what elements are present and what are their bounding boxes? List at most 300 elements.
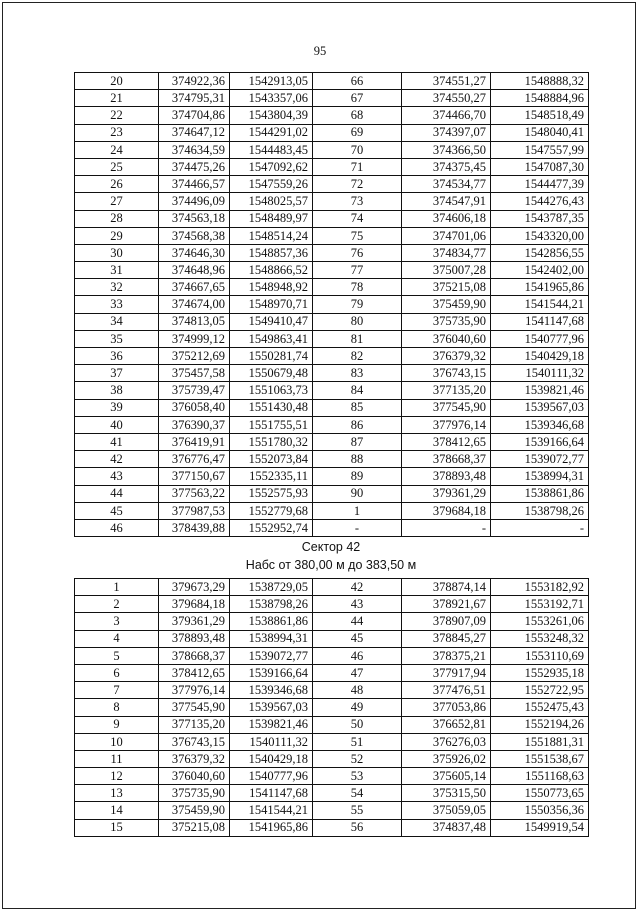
right-y-coordinate: 1543787,35 xyxy=(491,210,589,227)
table-row xyxy=(75,502,589,519)
left-x-coordinate: 375459,90 xyxy=(159,802,230,819)
sector-subtitle: Набс от 380,00 м до 383,50 м xyxy=(245,558,417,572)
right-y-coordinate: 1540429,18 xyxy=(491,348,589,365)
right-point-number: 68 xyxy=(313,107,402,124)
right-x-coordinate: 378412,65 xyxy=(402,433,491,450)
left-y-coordinate: 1539166,64 xyxy=(230,664,313,681)
left-y-coordinate: 1551063,73 xyxy=(230,382,313,399)
right-point-number: 1 xyxy=(313,502,402,519)
left-point-number: 9 xyxy=(75,716,159,733)
left-y-coordinate: 1548514,24 xyxy=(230,227,313,244)
table-row xyxy=(75,193,589,210)
right-x-coordinate: 374534,77 xyxy=(402,176,491,193)
right-y-coordinate: - xyxy=(491,519,589,536)
right-y-coordinate: 1548888,32 xyxy=(491,73,589,90)
right-y-coordinate: 1552722,95 xyxy=(491,682,589,699)
left-x-coordinate: 378412,65 xyxy=(159,664,230,681)
table-row xyxy=(75,433,589,450)
right-x-coordinate: 374701,06 xyxy=(402,227,491,244)
left-point-number: 44 xyxy=(75,485,159,502)
left-y-coordinate: 1549863,41 xyxy=(230,330,313,347)
right-x-coordinate: 378893,48 xyxy=(402,468,491,485)
right-x-coordinate: 374834,77 xyxy=(402,244,491,261)
left-x-coordinate: 376390,37 xyxy=(159,416,230,433)
table-row xyxy=(75,107,589,124)
left-y-coordinate: 1541147,68 xyxy=(230,785,313,802)
left-x-coordinate: 377976,14 xyxy=(159,682,230,699)
left-point-number: 22 xyxy=(75,107,159,124)
left-point-number: 14 xyxy=(75,802,159,819)
table-row xyxy=(75,819,589,836)
left-x-coordinate: 374568,38 xyxy=(159,227,230,244)
left-point-number: 43 xyxy=(75,468,159,485)
left-x-coordinate: 375212,69 xyxy=(159,348,230,365)
right-y-coordinate: 1544477,39 xyxy=(491,176,589,193)
right-x-coordinate: 377135,20 xyxy=(402,382,491,399)
right-y-coordinate: 1538994,31 xyxy=(491,468,589,485)
left-y-coordinate: 1539072,77 xyxy=(230,647,313,664)
left-x-coordinate: 376743,15 xyxy=(159,733,230,750)
left-point-number: 15 xyxy=(75,819,159,836)
left-point-number: 29 xyxy=(75,227,159,244)
left-x-coordinate: 375457,58 xyxy=(159,365,230,382)
left-y-coordinate: 1538861,86 xyxy=(230,613,313,630)
left-x-coordinate: 374634,59 xyxy=(159,141,230,158)
left-y-coordinate: 1539567,03 xyxy=(230,699,313,716)
right-point-number: 49 xyxy=(313,699,402,716)
right-y-coordinate: 1551881,31 xyxy=(491,733,589,750)
right-x-coordinate: 375605,14 xyxy=(402,768,491,785)
left-point-number: 28 xyxy=(75,210,159,227)
left-point-number: 32 xyxy=(75,279,159,296)
left-y-coordinate: 1539821,46 xyxy=(230,716,313,733)
table-row xyxy=(75,382,589,399)
right-y-coordinate: 1551538,67 xyxy=(491,750,589,767)
left-y-coordinate: 1550679,48 xyxy=(230,365,313,382)
right-point-number: 72 xyxy=(313,176,402,193)
right-x-coordinate: 377476,51 xyxy=(402,682,491,699)
left-point-number: 30 xyxy=(75,244,159,261)
table-row xyxy=(75,348,589,365)
left-x-coordinate: 374674,00 xyxy=(159,296,230,313)
left-y-coordinate: 1552779,68 xyxy=(230,502,313,519)
right-x-coordinate: 374366,50 xyxy=(402,141,491,158)
left-point-number: 12 xyxy=(75,768,159,785)
right-y-coordinate: 1550773,65 xyxy=(491,785,589,802)
right-point-number: 86 xyxy=(313,416,402,433)
right-y-coordinate: 1542856,55 xyxy=(491,244,589,261)
table-row xyxy=(75,313,589,330)
right-x-coordinate: 378874,14 xyxy=(402,579,491,596)
left-x-coordinate: 377987,53 xyxy=(159,502,230,519)
right-y-coordinate: 1539821,46 xyxy=(491,382,589,399)
left-point-number: 41 xyxy=(75,433,159,450)
left-y-coordinate: 1551430,48 xyxy=(230,399,313,416)
table-row xyxy=(75,613,589,630)
right-y-coordinate: 1542402,00 xyxy=(491,262,589,279)
table-row xyxy=(75,279,589,296)
table-row xyxy=(75,802,589,819)
left-x-coordinate: 375735,90 xyxy=(159,785,230,802)
right-y-coordinate: 1553248,32 xyxy=(491,630,589,647)
left-x-coordinate: 378439,88 xyxy=(159,519,230,536)
right-point-number: 83 xyxy=(313,365,402,382)
right-x-coordinate: 375315,50 xyxy=(402,785,491,802)
left-y-coordinate: 1544483,45 xyxy=(230,141,313,158)
right-y-coordinate: 1553182,92 xyxy=(491,579,589,596)
left-point-number: 8 xyxy=(75,699,159,716)
right-point-number: 80 xyxy=(313,313,402,330)
left-y-coordinate: 1540429,18 xyxy=(230,750,313,767)
left-point-number: 34 xyxy=(75,313,159,330)
table-row xyxy=(75,579,589,596)
right-y-coordinate: 1552475,43 xyxy=(491,699,589,716)
left-point-number: 20 xyxy=(75,73,159,90)
left-y-coordinate: 1538729,05 xyxy=(230,579,313,596)
right-point-number: 46 xyxy=(313,647,402,664)
right-x-coordinate: 377917,94 xyxy=(402,664,491,681)
right-x-coordinate: 378921,67 xyxy=(402,596,491,613)
left-x-coordinate: 374813,05 xyxy=(159,313,230,330)
left-point-number: 27 xyxy=(75,193,159,210)
right-point-number: 76 xyxy=(313,244,402,261)
right-y-coordinate: 1540777,96 xyxy=(491,330,589,347)
right-x-coordinate: 374606,18 xyxy=(402,210,491,227)
left-point-number: 37 xyxy=(75,365,159,382)
right-x-coordinate: 378668,37 xyxy=(402,451,491,468)
left-y-coordinate: 1548970,71 xyxy=(230,296,313,313)
left-y-coordinate: 1548866,52 xyxy=(230,262,313,279)
table-row xyxy=(75,768,589,785)
left-y-coordinate: 1538994,31 xyxy=(230,630,313,647)
left-point-number: 35 xyxy=(75,330,159,347)
table-row xyxy=(75,468,589,485)
table-row xyxy=(75,141,589,158)
right-point-number: 42 xyxy=(313,579,402,596)
table-row xyxy=(75,485,589,502)
right-point-number: 78 xyxy=(313,279,402,296)
right-y-coordinate: 1539346,68 xyxy=(491,416,589,433)
table-row xyxy=(75,176,589,193)
right-y-coordinate: 1549919,54 xyxy=(491,819,589,836)
left-point-number: 38 xyxy=(75,382,159,399)
left-point-number: 11 xyxy=(75,750,159,767)
left-x-coordinate: 377150,67 xyxy=(159,468,230,485)
left-point-number: 13 xyxy=(75,785,159,802)
left-y-coordinate: 1548857,36 xyxy=(230,244,313,261)
right-x-coordinate: 376743,15 xyxy=(402,365,491,382)
left-point-number: 26 xyxy=(75,176,159,193)
page-number: 95 xyxy=(313,44,327,58)
left-y-coordinate: 1538798,26 xyxy=(230,596,313,613)
sector-heading xyxy=(74,538,588,574)
table-row xyxy=(75,416,589,433)
right-y-coordinate: 1553261,06 xyxy=(491,613,589,630)
right-point-number: 75 xyxy=(313,227,402,244)
left-point-number: 33 xyxy=(75,296,159,313)
left-point-number: 31 xyxy=(75,262,159,279)
right-x-coordinate: 376040,60 xyxy=(402,330,491,347)
left-y-coordinate: 1551755,51 xyxy=(230,416,313,433)
right-y-coordinate: 1541544,21 xyxy=(491,296,589,313)
right-y-coordinate: 1550356,36 xyxy=(491,802,589,819)
table-row xyxy=(75,365,589,382)
right-y-coordinate: 1553192,71 xyxy=(491,596,589,613)
table-row xyxy=(75,750,589,767)
right-point-number: 77 xyxy=(313,262,402,279)
table-row xyxy=(75,716,589,733)
right-point-number: 73 xyxy=(313,193,402,210)
left-y-coordinate: 1544291,02 xyxy=(230,124,313,141)
right-point-number: 84 xyxy=(313,382,402,399)
right-point-number: 66 xyxy=(313,73,402,90)
right-point-number: 48 xyxy=(313,682,402,699)
left-y-coordinate: 1543804,39 xyxy=(230,107,313,124)
right-y-coordinate: 1552194,26 xyxy=(491,716,589,733)
right-x-coordinate: 374397,07 xyxy=(402,124,491,141)
left-y-coordinate: 1541544,21 xyxy=(230,802,313,819)
table-row xyxy=(75,90,589,107)
table-row xyxy=(75,596,589,613)
right-point-number: 67 xyxy=(313,90,402,107)
right-y-coordinate: 1548884,96 xyxy=(491,90,589,107)
right-point-number: 88 xyxy=(313,451,402,468)
right-point-number: 45 xyxy=(313,630,402,647)
table-row xyxy=(75,647,589,664)
right-point-number: 90 xyxy=(313,485,402,502)
table-row xyxy=(75,73,589,90)
right-x-coordinate: 378907,09 xyxy=(402,613,491,630)
sector-title: Сектор 42 xyxy=(301,540,361,554)
right-x-coordinate: 375459,90 xyxy=(402,296,491,313)
left-x-coordinate: 376379,32 xyxy=(159,750,230,767)
left-point-number: 7 xyxy=(75,682,159,699)
table-row xyxy=(75,399,589,416)
right-y-coordinate: 1539567,03 xyxy=(491,399,589,416)
table-row xyxy=(75,519,589,536)
right-y-coordinate: 1541965,86 xyxy=(491,279,589,296)
left-point-number: 2 xyxy=(75,596,159,613)
right-y-coordinate: 1552935,18 xyxy=(491,664,589,681)
left-y-coordinate: 1539346,68 xyxy=(230,682,313,699)
left-y-coordinate: 1552073,84 xyxy=(230,451,313,468)
right-x-coordinate: 376276,03 xyxy=(402,733,491,750)
left-x-coordinate: 374647,12 xyxy=(159,124,230,141)
left-y-coordinate: 1542913,05 xyxy=(230,73,313,90)
right-point-number: 54 xyxy=(313,785,402,802)
left-y-coordinate: 1552952,74 xyxy=(230,519,313,536)
left-point-number: 6 xyxy=(75,664,159,681)
right-y-coordinate: 1539072,77 xyxy=(491,451,589,468)
left-y-coordinate: 1548489,97 xyxy=(230,210,313,227)
left-x-coordinate: 377135,20 xyxy=(159,716,230,733)
left-point-number: 3 xyxy=(75,613,159,630)
right-x-coordinate: - xyxy=(402,519,491,536)
left-y-coordinate: 1551780,32 xyxy=(230,433,313,450)
left-point-number: 46 xyxy=(75,519,159,536)
right-y-coordinate: 1543320,00 xyxy=(491,227,589,244)
left-x-coordinate: 374922,36 xyxy=(159,73,230,90)
left-x-coordinate: 376419,91 xyxy=(159,433,230,450)
right-x-coordinate: 375007,28 xyxy=(402,262,491,279)
table-row xyxy=(75,296,589,313)
table-row xyxy=(75,262,589,279)
right-point-number: 89 xyxy=(313,468,402,485)
right-x-coordinate: 375215,08 xyxy=(402,279,491,296)
right-y-coordinate: 1547557,99 xyxy=(491,141,589,158)
right-y-coordinate: 1539166,64 xyxy=(491,433,589,450)
left-y-coordinate: 1543357,06 xyxy=(230,90,313,107)
left-x-coordinate: 379673,29 xyxy=(159,579,230,596)
left-x-coordinate: 374475,26 xyxy=(159,158,230,175)
left-y-coordinate: 1550281,74 xyxy=(230,348,313,365)
right-y-coordinate: 1553110,69 xyxy=(491,647,589,664)
table-row xyxy=(75,227,589,244)
right-point-number: 69 xyxy=(313,124,402,141)
left-x-coordinate: 377563,22 xyxy=(159,485,230,502)
left-x-coordinate: 375215,08 xyxy=(159,819,230,836)
right-point-number: 53 xyxy=(313,768,402,785)
left-x-coordinate: 378893,48 xyxy=(159,630,230,647)
table-row xyxy=(75,451,589,468)
table-row xyxy=(75,244,589,261)
left-point-number: 5 xyxy=(75,647,159,664)
left-point-number: 40 xyxy=(75,416,159,433)
right-point-number: 87 xyxy=(313,433,402,450)
left-point-number: 1 xyxy=(75,579,159,596)
left-y-coordinate: 1541965,86 xyxy=(230,819,313,836)
right-point-number: 55 xyxy=(313,802,402,819)
right-x-coordinate: 374547,91 xyxy=(402,193,491,210)
right-y-coordinate: 1548518,49 xyxy=(491,107,589,124)
right-x-coordinate: 374837,48 xyxy=(402,819,491,836)
right-x-coordinate: 378375,21 xyxy=(402,647,491,664)
right-y-coordinate: 1547087,30 xyxy=(491,158,589,175)
left-y-coordinate: 1549410,47 xyxy=(230,313,313,330)
table-row xyxy=(75,158,589,175)
left-y-coordinate: 1548025,57 xyxy=(230,193,313,210)
table-row xyxy=(75,630,589,647)
left-x-coordinate: 376776,47 xyxy=(159,451,230,468)
right-point-number: 44 xyxy=(313,613,402,630)
right-x-coordinate: 374551,27 xyxy=(402,73,491,90)
right-x-coordinate: 379684,18 xyxy=(402,502,491,519)
left-point-number: 39 xyxy=(75,399,159,416)
right-x-coordinate: 375059,05 xyxy=(402,802,491,819)
left-point-number: 42 xyxy=(75,451,159,468)
left-y-coordinate: 1552575,93 xyxy=(230,485,313,502)
right-point-number: 51 xyxy=(313,733,402,750)
left-x-coordinate: 374563,18 xyxy=(159,210,230,227)
left-x-coordinate: 374648,96 xyxy=(159,262,230,279)
left-x-coordinate: 374667,65 xyxy=(159,279,230,296)
table-row xyxy=(75,664,589,681)
left-y-coordinate: 1547559,26 xyxy=(230,176,313,193)
right-point-number: 50 xyxy=(313,716,402,733)
right-x-coordinate: 377976,14 xyxy=(402,416,491,433)
right-y-coordinate: 1551168,63 xyxy=(491,768,589,785)
left-x-coordinate: 374704,86 xyxy=(159,107,230,124)
right-x-coordinate: 374466,70 xyxy=(402,107,491,124)
right-point-number: 85 xyxy=(313,399,402,416)
coordinates-table-top xyxy=(74,72,589,537)
right-x-coordinate: 379361,29 xyxy=(402,485,491,502)
right-point-number: 81 xyxy=(313,330,402,347)
right-x-coordinate: 374550,27 xyxy=(402,90,491,107)
right-y-coordinate: 1538798,26 xyxy=(491,502,589,519)
left-x-coordinate: 376058,40 xyxy=(159,399,230,416)
table-row xyxy=(75,699,589,716)
right-y-coordinate: 1548040,41 xyxy=(491,124,589,141)
right-point-number: 71 xyxy=(313,158,402,175)
coordinates-table-bottom xyxy=(74,578,589,837)
right-x-coordinate: 376379,32 xyxy=(402,348,491,365)
right-x-coordinate: 377053,86 xyxy=(402,699,491,716)
left-point-number: 36 xyxy=(75,348,159,365)
left-x-coordinate: 375739,47 xyxy=(159,382,230,399)
left-point-number: 45 xyxy=(75,502,159,519)
table-row xyxy=(75,733,589,750)
right-x-coordinate: 375735,90 xyxy=(402,313,491,330)
right-x-coordinate: 378845,27 xyxy=(402,630,491,647)
table-row xyxy=(75,210,589,227)
table-row xyxy=(75,124,589,141)
left-x-coordinate: 378668,37 xyxy=(159,647,230,664)
right-y-coordinate: 1541147,68 xyxy=(491,313,589,330)
right-y-coordinate: 1544276,43 xyxy=(491,193,589,210)
left-point-number: 23 xyxy=(75,124,159,141)
right-x-coordinate: 377545,90 xyxy=(402,399,491,416)
left-point-number: 21 xyxy=(75,90,159,107)
left-point-number: 10 xyxy=(75,733,159,750)
left-y-coordinate: 1552335,11 xyxy=(230,468,313,485)
left-x-coordinate: 377545,90 xyxy=(159,699,230,716)
left-point-number: 24 xyxy=(75,141,159,158)
right-point-number: 74 xyxy=(313,210,402,227)
right-point-number: - xyxy=(313,519,402,536)
left-x-coordinate: 374466,57 xyxy=(159,176,230,193)
left-point-number: 4 xyxy=(75,630,159,647)
right-y-coordinate: 1538861,86 xyxy=(491,485,589,502)
left-y-coordinate: 1540777,96 xyxy=(230,768,313,785)
left-x-coordinate: 376040,60 xyxy=(159,768,230,785)
left-x-coordinate: 379361,29 xyxy=(159,613,230,630)
right-y-coordinate: 1540111,32 xyxy=(491,365,589,382)
right-x-coordinate: 376652,81 xyxy=(402,716,491,733)
left-y-coordinate: 1540111,32 xyxy=(230,733,313,750)
left-x-coordinate: 374795,31 xyxy=(159,90,230,107)
right-point-number: 79 xyxy=(313,296,402,313)
right-x-coordinate: 374375,45 xyxy=(402,158,491,175)
right-point-number: 52 xyxy=(313,750,402,767)
left-x-coordinate: 374999,12 xyxy=(159,330,230,347)
right-x-coordinate: 375926,02 xyxy=(402,750,491,767)
left-x-coordinate: 379684,18 xyxy=(159,596,230,613)
right-point-number: 56 xyxy=(313,819,402,836)
table-row xyxy=(75,682,589,699)
left-y-coordinate: 1547092,62 xyxy=(230,158,313,175)
left-x-coordinate: 374646,30 xyxy=(159,244,230,261)
right-point-number: 70 xyxy=(313,141,402,158)
left-x-coordinate: 374496,09 xyxy=(159,193,230,210)
table-row xyxy=(75,330,589,347)
right-point-number: 82 xyxy=(313,348,402,365)
right-point-number: 47 xyxy=(313,664,402,681)
left-point-number: 25 xyxy=(75,158,159,175)
right-point-number: 43 xyxy=(313,596,402,613)
table-row xyxy=(75,785,589,802)
left-y-coordinate: 1548948,92 xyxy=(230,279,313,296)
